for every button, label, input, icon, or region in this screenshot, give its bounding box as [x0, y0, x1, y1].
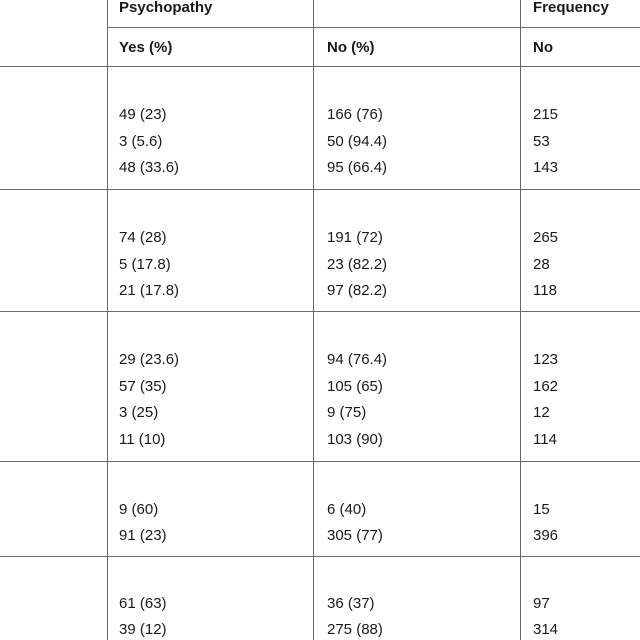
cell-freq: 143 [533, 159, 559, 176]
cell-no: 305 (77) [327, 527, 383, 544]
cell-yes: 3 (25) [119, 404, 159, 421]
header-frequency: Frequency [533, 0, 609, 16]
cell-yes: 29 (23.6) [119, 351, 180, 368]
cell-yes: 91 (23) [119, 527, 167, 544]
header-psychopathy: Psychopathy [119, 0, 213, 16]
cell-no: 94 (76.4) [327, 351, 388, 368]
row-divider [0, 556, 640, 557]
header-yes: Yes (%) [119, 39, 173, 56]
cell-freq: 123 [533, 351, 559, 368]
cell-yes: 39 (12) [119, 621, 167, 638]
cell-freq: 396 [533, 527, 559, 544]
cell-yes: 57 (35) [119, 378, 167, 395]
cell-freq: 215 [533, 106, 559, 123]
row-divider [0, 461, 640, 462]
cell-yes: 48 (33.6) [119, 159, 180, 176]
cell-no: 103 (90) [327, 431, 383, 448]
cell-freq: 28 [533, 256, 550, 273]
cell-no: 6 (40) [327, 501, 367, 518]
cell-yes: 74 (28) [119, 229, 167, 246]
cell-no: 50 (94.4) [327, 133, 388, 150]
header-no: No (%) [327, 39, 375, 56]
cell-yes: 49 (23) [119, 106, 167, 123]
row-divider [0, 311, 640, 312]
cell-yes: 61 (63) [119, 595, 167, 612]
column-divider [520, 0, 521, 640]
cell-yes: 9 (60) [119, 501, 159, 518]
cell-no: 9 (75) [327, 404, 367, 421]
cell-no: 166 (76) [327, 106, 383, 123]
cell-no: 97 (82.2) [327, 282, 388, 299]
cell-yes: 3 (5.6) [119, 133, 163, 150]
cell-no: 36 (37) [327, 595, 375, 612]
column-divider [107, 0, 108, 640]
cell-freq: 162 [533, 378, 559, 395]
cell-no: 23 (82.2) [327, 256, 388, 273]
cell-no: 105 (65) [327, 378, 383, 395]
cell-freq: 114 [533, 431, 557, 448]
cell-freq: 97 [533, 595, 550, 612]
cell-yes: 11 (10) [119, 431, 166, 448]
column-divider [313, 0, 314, 640]
cell-freq: 12 [533, 404, 550, 421]
cell-no: 275 (88) [327, 621, 383, 638]
row-divider [107, 27, 640, 28]
cell-freq: 265 [533, 229, 559, 246]
cell-freq: 314 [533, 621, 559, 638]
cell-freq: 15 [533, 501, 550, 518]
row-divider [0, 189, 640, 190]
row-divider [0, 66, 640, 67]
cell-no: 95 (66.4) [327, 159, 388, 176]
cell-freq: 118 [533, 282, 557, 299]
cell-freq: 53 [533, 133, 550, 150]
cell-yes: 5 (17.8) [119, 256, 171, 273]
cell-yes: 21 (17.8) [119, 282, 180, 299]
header-freq-no: No [533, 39, 553, 56]
cell-no: 191 (72) [327, 229, 383, 246]
